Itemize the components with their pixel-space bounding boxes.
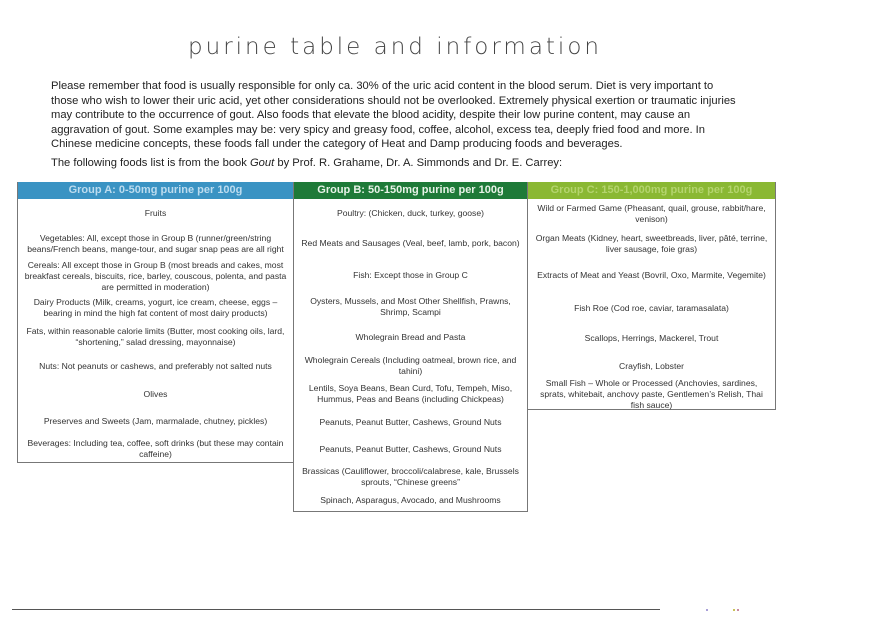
food-item: Fish: Except those in Group C [353,269,468,280]
footer-divider [12,609,660,610]
source-after: by Prof. R. Grahame, Dr. A. Simmonds and Dr. E. Carrey: [274,157,563,169]
group-a-column [17,182,294,463]
food-item: Nuts: Not peanuts or cashews, and preferably not salted nuts [39,361,272,371]
group-a-header: Group A: 0-50mg purine per 100g [18,182,293,199]
food-item: Beverages: Including tea, coffee, soft drinks (but these may contain caffeine) [27,437,284,459]
food-item: Wholegrain Cereals (Including oatmeal, brown rice, and tahini) [304,355,517,376]
food-item: Scallops, Herrings, Mackerel, Trout [584,333,719,343]
food-item: Cereals: All except those in Group B (most breads and cakes, most breakfast cereals, biscuits, rice, barley, couscous, polenta, and pasta are permitted in moderation) [24,260,287,292]
group-c-column [527,182,776,410]
food-item: Lentils, Soya Beans, Bean Curd, Tofu, Tempeh, Miso, Hummus, Peas and Beans (including Chickpeas) [308,383,513,404]
food-item: Crayfish, Lobster [619,360,684,371]
food-item: Olives [143,389,168,399]
food-item: Preserves and Sweets (Jam, marmalade, chutney, pickles) [43,416,268,426]
intro-paragraph: Please remember that food is usually responsible for only ca. 30% of the uric acid content in the blood serum. Diet is very important to those who wish to lower their uric acid, yet other considerations should not be overlooked. Extremely physical exertion or traumatic injuries may contribute to the occurrence of gout. Also foods that elevate the blood acidity, despite their low purine content, may cause an aggravation of gout. Some examples may be: very spicy and greasy food, coffee, alcohol, excess tea, deeply fried food and more. In Chinese medicine concepts, these foods fall under the category of Heat and Damp producing foods and beverages. [51,80,736,151]
food-item: Peanuts, Peanut Butter, Cashews, Ground Nuts [319,444,502,454]
source-line [51,157,562,169]
food-item: Wholegrain Bread and Pasta [355,332,466,342]
food-item: Dairy Products (Milk, creams, yogurt, ice cream, cheese, eggs – bearing in mind the high fat content of most dairy products) [33,296,278,318]
food-item: Oysters, Mussels, and Most Other Shellfish, Prawns, Shrimp, Scampi [310,296,511,317]
food-item: Fats, within reasonable calorie limits (Butter, most cooking oils, lard, “shortening,” salad dressing, mayonnaise) [26,326,285,347]
food-item: Fruits [144,208,167,218]
food-item: Wild or Farmed Game (Pheasant, quail, grouse, rabbit/hare, venison) [537,202,766,224]
food-item: Red Meats and Sausages (Veal, beef, lamb, pork, bacon) [301,238,520,248]
footer-dot [737,609,739,611]
food-item: Organ Meats (Kidney, heart, sweetbreads, liver, pâté, terrine, liver sausage, foie gras) [535,232,768,254]
food-item: Poultry: (Chicken, duck, turkey, goose) [337,208,484,218]
source-before: The following foods list is from the book [51,157,250,169]
footer-dot [706,609,708,611]
book-title: Gout [249,157,275,169]
food-item: Extracts of Meat and Yeast (Bovril, Oxo, Marmite, Vegemite) [537,269,766,280]
food-item: Small Fish – Whole or Processed (Anchovies, sardines, sprats, whitebait, anchovy paste, Gentlemen’s Relish, Thai fish sauce) [540,378,763,410]
food-item: Fish Roe (Cod roe, caviar, taramasalata) [574,302,729,313]
page-title: purine table and information [188,34,602,60]
food-item: Brassicas (Cauliflower, broccoli/calabrese, kale, Brussels sprouts, “Chinese greens” [302,465,519,487]
food-item: Peanuts, Peanut Butter, Cashews, Ground Nuts [319,416,502,427]
food-item: Spinach, Asparagus, Avocado, and Mushrooms [320,495,501,505]
group-c-header: Group C: 150-1,000mg purine per 100g [528,182,775,199]
group-b-header: Group B: 50-150mg purine per 100g [294,182,527,199]
group-b-column [293,182,528,512]
footer-dot [733,609,735,611]
food-item: Vegetables: All, except those in Group B (runner/green/string beans/French beans, mange-tour, and sugar snap peas are all right [27,233,284,254]
